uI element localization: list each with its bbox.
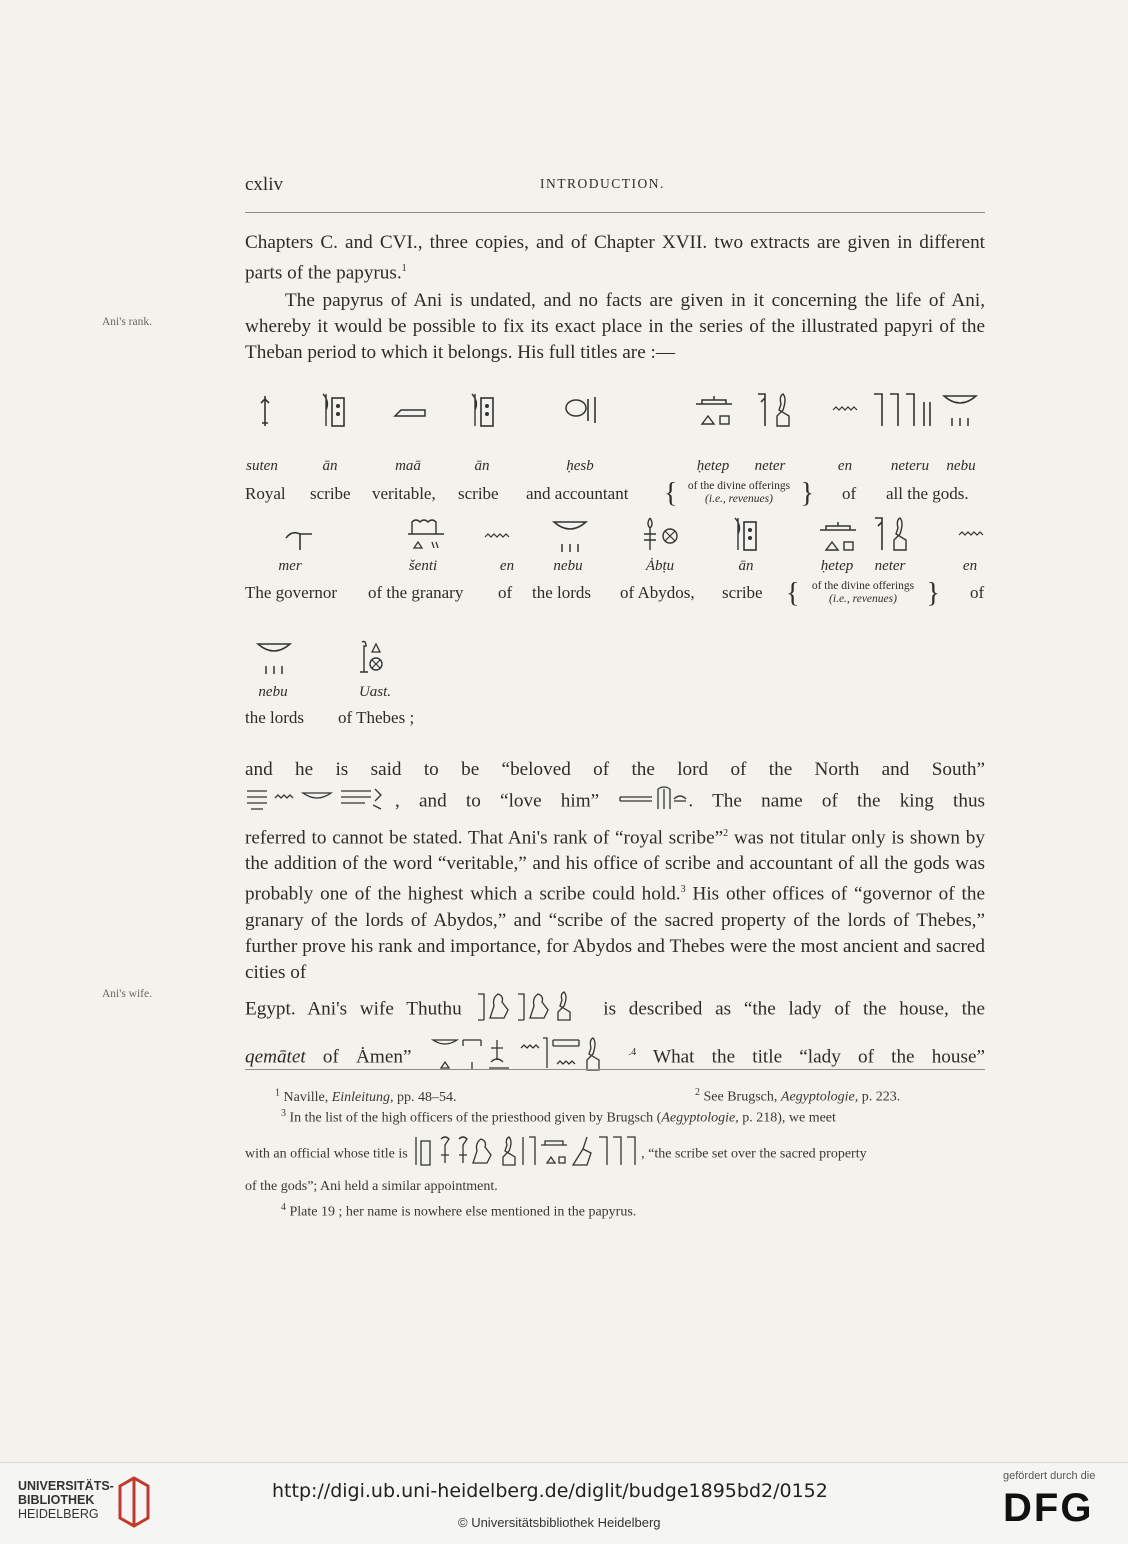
was-sceptre-city-hieroglyph-icon — [356, 638, 386, 676]
basket-hieroglyph-icon — [940, 392, 980, 428]
sedge-hieroglyph-icon — [258, 393, 272, 429]
hetep-hieroglyph-icon — [818, 516, 858, 554]
trans-thebes: of Thebes ; — [338, 708, 415, 727]
abydos-fetish-hieroglyph-icon — [640, 514, 684, 552]
trans-accountant: and accountant — [526, 484, 629, 503]
translit-hesb: ḥesb — [566, 458, 594, 474]
running-title: INTRODUCTION. — [540, 176, 665, 191]
translit-an-2: ān — [474, 458, 490, 474]
trans-granary: of the granary — [368, 583, 464, 602]
paragraph-2: The papyrus of Ani is undated, and no facts are given in it concerning the life of Ani, whereby it would be possible to fix its exact place in the series of the illustrated papyri of the Theban period to which it belongs. His full titles are :— — [245, 290, 985, 364]
footnotes: $^1$ Naville, Einleitung, pp. 48–54. $^2$ See Brugsch, Aegyptologie, p. 223. $^3$ In the list of the high officers of the priesthood given by Brugsch (Aegyptologie, p. 218), we meet with an official whose title is , “the scribe set over the sacred property of the gods”; Ani held a similar appointment. $^4$ Plate 19 ; her name is nowhere else mentioned in the papyrus. — [245, 1087, 901, 1220]
trans-abydos: of Abydos, — [620, 583, 695, 602]
translit-neter: neter — [754, 458, 786, 474]
translit-neteru: neteru — [890, 458, 930, 474]
translit-nebu: nebu — [553, 558, 583, 574]
paragraph-1: Chapters C. and CVI., three copies, and of Chapter XVII. two extracts are given in different parts of the papyrus.$^1$ The papyrus of Ani is undated, and no facts are given in it concerning the life of Ani, whereby it would be possible to fix its exact place in the series of the illustrated papyri of the Theban period to which it belongs. His full titles are :— — [245, 230, 985, 366]
trans-of: of — [842, 484, 857, 503]
translit-neter: neter — [874, 558, 906, 574]
translit-hetep: ḥetep — [820, 558, 854, 574]
trans-royal: Royal — [245, 484, 286, 503]
translit-an: ān — [738, 558, 754, 574]
translit-mer: mer — [278, 558, 302, 574]
translit-en-2: en — [962, 558, 978, 574]
translit-en: en — [837, 458, 853, 474]
water-ripple-hieroglyph-icon — [832, 405, 858, 413]
mer-love-hieroglyph-icon — [618, 785, 688, 819]
translit-maa: maā — [395, 458, 421, 474]
footnote-rule — [245, 1069, 985, 1070]
trans-scribe: scribe — [310, 484, 351, 503]
thuthu-name-hieroglyph-icon — [474, 988, 590, 1032]
maat-plinth-hieroglyph-icon — [393, 408, 427, 418]
trans-lords: the lords — [532, 583, 592, 602]
trans-scribe: scribe — [722, 583, 763, 602]
permalink-url[interactable]: http://digi.ub.uni-heidelberg.de/diglit/budge1895bd2/0152 — [272, 1480, 828, 1502]
qemat-amen-hieroglyph-icon — [429, 1034, 629, 1082]
scribe-palette-hieroglyph-icon — [469, 390, 497, 428]
trans-of: of — [498, 583, 513, 602]
sidenote-rank: Ani's rank. — [102, 316, 152, 328]
scribe-palette-hieroglyph-icon — [320, 390, 348, 428]
funding-note: gefördert durch die — [1003, 1470, 1096, 1482]
trans-of-2: of — [970, 583, 985, 602]
scribe-palette-hieroglyph-icon — [732, 514, 760, 552]
translit-nebu: nebu — [946, 458, 976, 474]
library-logo[interactable]: UNIVERSITÄTS- BIBLIOTHEK HEIDELBERG — [18, 1479, 114, 1521]
lord-of-north-south-hieroglyph-icon — [245, 785, 395, 819]
paragraph-3: and he is said to be “beloved of the lord of the North and South” , and to “love him” . The name of the king thus referred to cannot be stated. That Ani's rank of “royal scribe”$^2$ was not titular only is shown by the addition of the word “veritable,” and his office of scribe and accountant of all the gods was probably one of the highest which a scribe could hold.$^3$ His other offices of “governor of the granary of the lords of Abydos,” and “scribe of the sacred property of the lords of Thebes,” further prove his rank and importance, for Abydos and Thebes were the most ancient and sacred cities of Egypt. Ani's wife Thuthu is described as “the lady of the house, the qemātet of Ȧmen” $^{.4}$ What the title “lady of the house” — [245, 757, 985, 1082]
translit-suten: suten — [246, 458, 278, 474]
viewer-footer — [0, 1462, 1128, 1544]
hesb-hieroglyph-icon — [564, 395, 600, 425]
hetep-hieroglyph-icon — [694, 390, 734, 428]
mer-hieroglyph-icon — [284, 528, 314, 552]
translit-senti: šenti — [408, 558, 438, 574]
granary-hieroglyph-icon — [404, 516, 448, 552]
official-title-hieroglyph-icon — [411, 1133, 641, 1176]
header-rule — [245, 212, 985, 213]
basket-hieroglyph-icon — [550, 518, 590, 554]
water-ripple-hieroglyph-icon — [484, 532, 510, 540]
translit-an: ān — [322, 458, 338, 474]
brace-divine-offerings: { of the divine offerings (i.e., revenues) } — [664, 478, 814, 509]
gods-hieroglyph-icon — [870, 390, 950, 428]
trans-all-the-gods: all the gods. — [886, 484, 969, 503]
copyright-notice: © Universitätsbibliothek Heidelberg — [458, 1515, 661, 1530]
translit-uast: Uast. — [358, 684, 392, 700]
translit-en: en — [499, 558, 515, 574]
water-ripple-hieroglyph-icon — [958, 530, 984, 538]
translit-abtu: Ȧbṭu — [645, 558, 675, 574]
translit-nebu-2: nebu — [258, 684, 288, 700]
trans-veritable: veritable, — [372, 484, 436, 503]
sidenote-wife: Ani's wife. — [102, 988, 152, 1000]
trans-governor: The governor — [245, 583, 338, 602]
library-logo-icon — [112, 1474, 156, 1535]
neter-hieroglyph-icon — [755, 390, 795, 428]
trans-scribe-2: scribe — [458, 484, 499, 503]
dfg-logo[interactable]: DFG — [1003, 1486, 1094, 1530]
page-number: cxliv — [245, 174, 283, 195]
brace-divine-offerings-2: { of the divine offerings (i.e., revenues) } — [786, 578, 940, 609]
neter-hieroglyph-icon — [872, 514, 912, 552]
basket-hieroglyph-icon — [254, 640, 294, 676]
trans-lords-2: the lords — [245, 708, 305, 727]
translit-hetep: ḥetep — [696, 458, 730, 474]
